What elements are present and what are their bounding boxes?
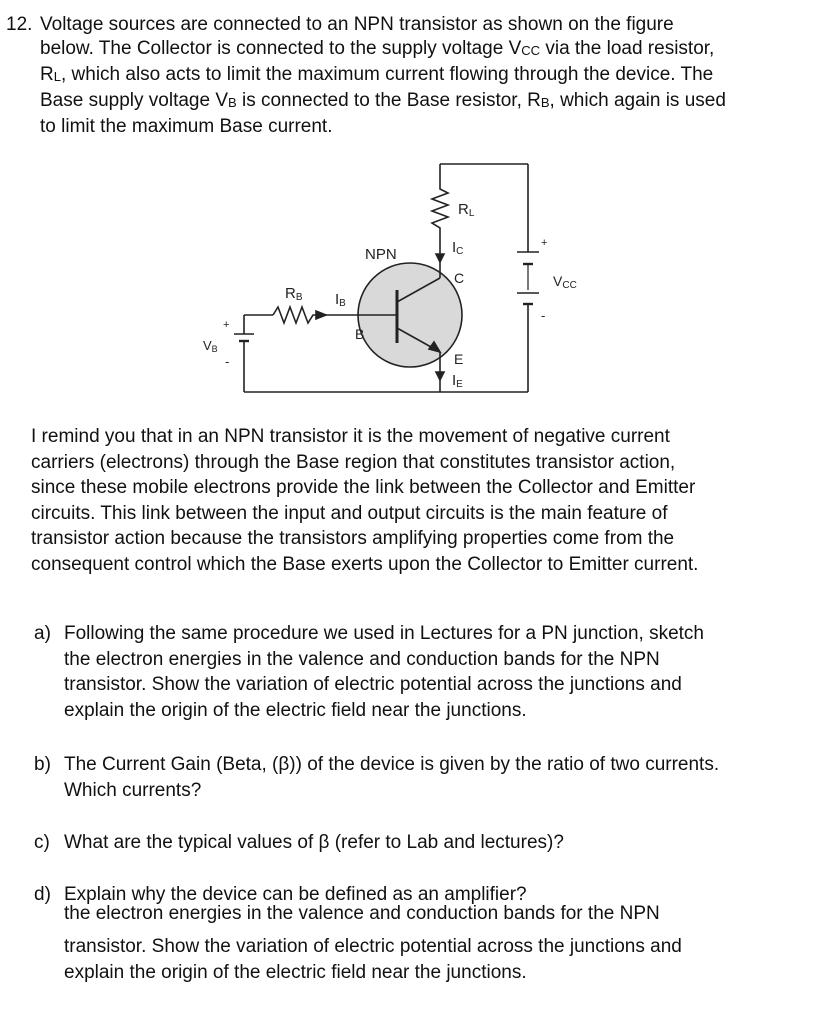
part-a-label: a) [34, 623, 51, 644]
vcc-minus-sign: - [541, 308, 546, 323]
question-line-2: below. The Collector is connected to the supply voltage VCC via the load resistor, [40, 38, 715, 59]
part-b-line-2: Which currents? [64, 779, 202, 801]
rb-resistor [273, 307, 355, 323]
vcc-subscript: CC [521, 43, 541, 58]
vb-label: VB [203, 338, 218, 354]
vcc-plus-sign: + [541, 237, 548, 249]
rb-subscript: B [540, 95, 550, 110]
part-b-label: b) [34, 754, 51, 775]
part-a-line-1: Following the same procedure we used in Lectures for a PN junction, sketch [64, 623, 704, 644]
part-a-line-2: the electron energies in the valence and conduction bands for the NPN [64, 648, 660, 670]
paragraph-line-1: I remind you that in an NPN transistor it is the movement of negative current [31, 426, 670, 447]
npn-circuit-diagram [0, 0, 839, 420]
paragraph-line-6: consequent control which the Base exerts upon the Collector to Emitter current. [31, 553, 699, 575]
part-b [34, 752, 814, 803]
part-d-label: d) [34, 884, 51, 905]
ib-label: IB [335, 291, 346, 309]
base-label: B [355, 326, 365, 342]
emitter-label: E [454, 351, 464, 367]
part-a-line-4: explain the origin of the electric field near the junctions. [64, 699, 527, 721]
part-b-line-1: The Current Gain (Beta, (β)) of the device is given by the ratio of two currents. [64, 754, 720, 775]
collector-label: C [454, 270, 465, 286]
part-a [34, 621, 814, 723]
ib-arrow [316, 311, 326, 319]
question-number: 12. [6, 14, 33, 35]
ie-label: IE [452, 372, 463, 390]
part-c-line-1: What are the typical values of β (refer to Lab and lectures)? [64, 832, 564, 853]
question-line-5: to limit the maximum Base current. [40, 116, 333, 137]
npn-label: NPN [365, 246, 397, 263]
part-d-line-3: transistor. Show the variation of electric potential across the junctions and [64, 936, 682, 957]
ie-arrow [436, 372, 444, 380]
ic-label: IC [452, 239, 464, 257]
rl-label: RL [458, 201, 475, 219]
rb-label: RB [285, 285, 303, 303]
part-d-line-4: explain the origin of the electric field near the junctions. [64, 961, 527, 983]
part-c-label: c) [34, 832, 50, 853]
part-d-continued [34, 934, 814, 985]
question-line-4: Base supply voltage VB is connected to the Base resistor, RB, which again is used [40, 90, 726, 111]
vcc-label: VCC [553, 273, 577, 291]
rl-resistor [432, 164, 448, 233]
question-line-1: Voltage sources are connected to an NPN transistor as shown on the figure [40, 14, 674, 35]
paragraph-line-2: carriers (electrons) through the Base region that constitutes transistor action, [31, 451, 676, 473]
transistor-action-paragraph [31, 424, 821, 577]
part-c [34, 830, 814, 856]
paragraph-line-5: transistor action because the transistors amplifying properties come from the [31, 528, 675, 549]
vb-minus-sign: - [225, 354, 230, 369]
paragraph-line-4: circuits. This link between the input and output circuits is the main feature of [31, 502, 668, 524]
question-line-3: RL, which also acts to limit the maximum current flowing through the device. The [40, 64, 714, 85]
vb-subscript: B [228, 95, 237, 110]
rl-subscript: L [53, 69, 61, 84]
part-a-line-3: transistor. Show the variation of electric potential across the junctions and [64, 674, 682, 695]
part-d-cut-line: the electron energies in the valence and conduction bands for the NPN [64, 903, 660, 924]
vb-plus-sign: + [223, 319, 230, 331]
ic-arrow [436, 254, 444, 262]
paragraph-line-3: since these mobile electrons provide the link between the Collector and Emitter [31, 477, 696, 498]
part-d-line-1: Explain why the device can be defined as an amplifier? [64, 884, 527, 905]
